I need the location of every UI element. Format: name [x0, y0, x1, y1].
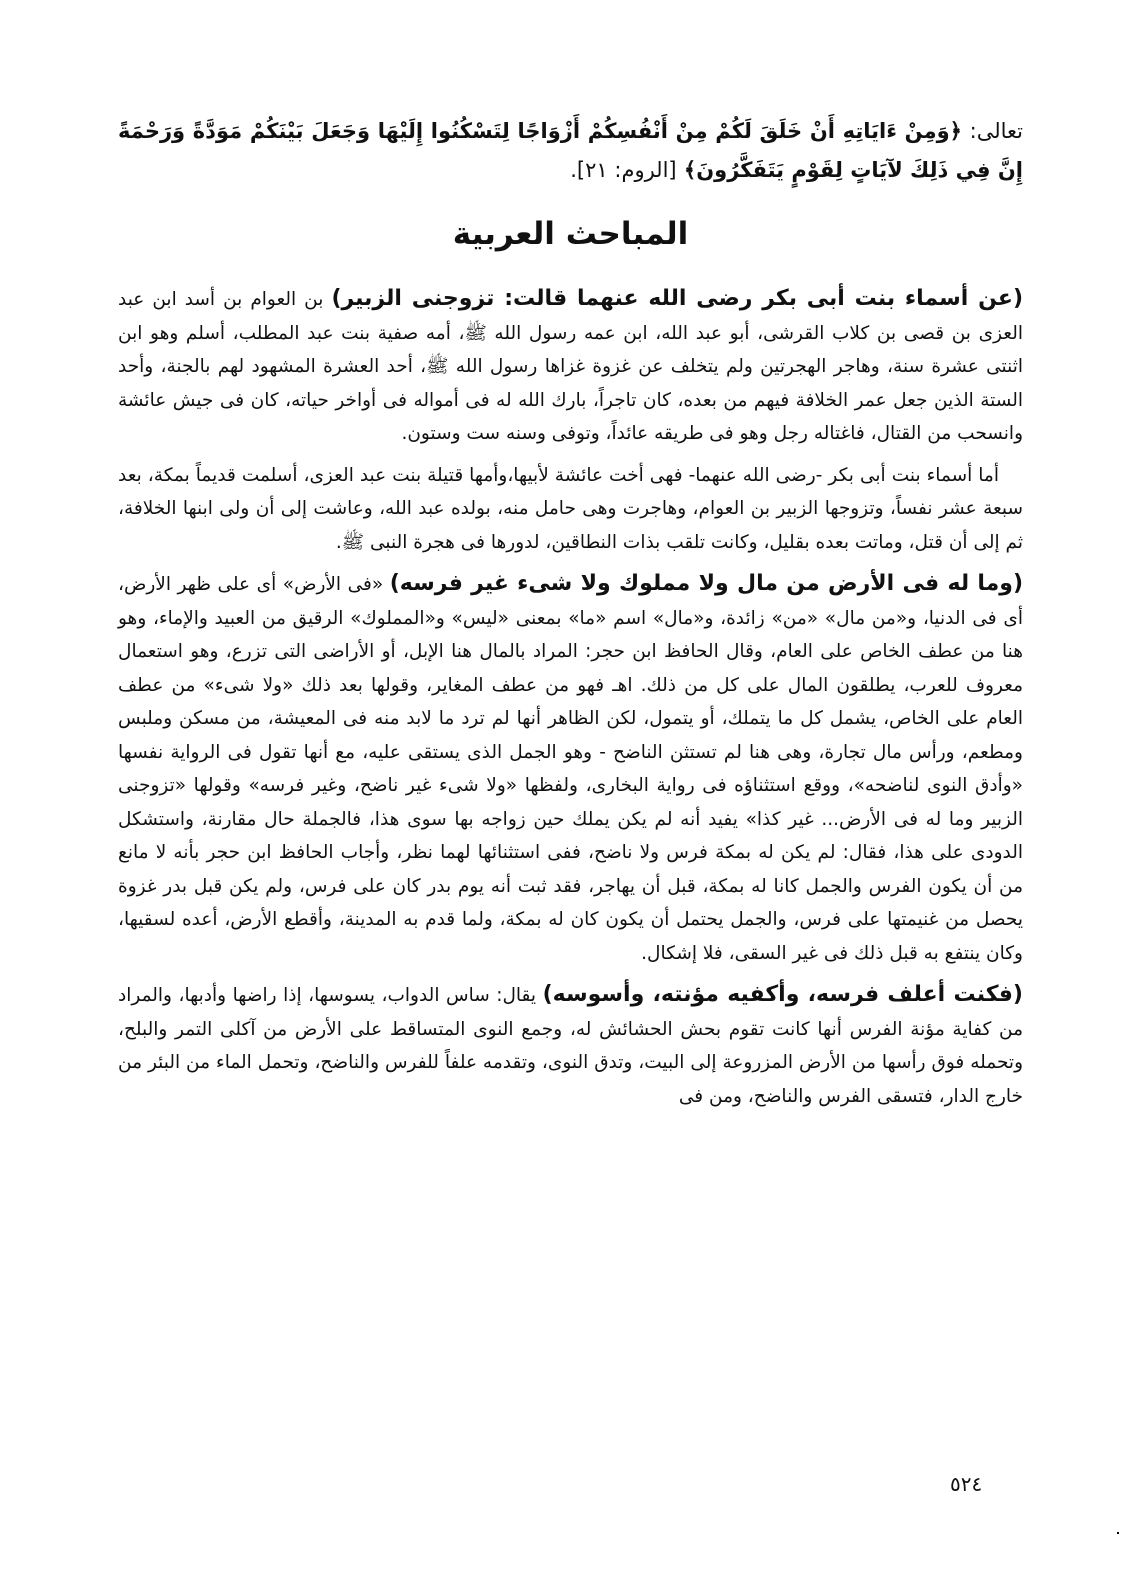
- paragraph-text: بن العوام بن أسد ابن عبد العزى بن قصى بن كلاب القرشى، أبو عبد الله، ابن عمه رسول الله ﷺ، أمه صفية بنت عبد المطلب، أسلم وهو ابن اثنتى عشرة سنة، وهاجر الهجرتين ولم يتخلف عن غزوة غزاها رسول الله ﷺ، أحد العشرة المشهود لهم بالجنة، وأحد الستة الذين جعل عمر الخلافة فيهم من بعده، كان تاجراً، بارك الله له فى أمواله فى أواخر حياته، كان فى جيش عائشة وانسحب من القتال، فاغتاله رجل وهو فى طريقه عائداً، وتوفى وسنه ست وستون.: [118, 289, 1023, 444]
- page-number: ٥٢٤: [950, 1472, 983, 1496]
- section-title: المباحث العربية: [452, 216, 689, 252]
- paragraph-horse: [118, 978, 1023, 1113]
- quran-verse: [118, 112, 1023, 190]
- paragraph-text: أما أسماء بنت أبى بكر -رضى الله عنهما- فهى أخت عائشة لأبيها،وأمها قتيلة بنت عبد العزى، أسلمت قديماً بمكة، بعد سبعة عشر نفساً، وتزوجها الزبير بن العوام، وهاجرت وهى حامل منه، بولده عبد الله، وعاشت إلى أن ولى ابنها الخلافة، ثم إلى أن قتل، وماتت بعده بقليل، وكانت تلقب بذات النطاقين، لدورها فى هجرة النبى ﷺ.: [118, 464, 1023, 553]
- scan-speck: [1117, 1532, 1119, 1534]
- paragraph-text: «فى الأرض» أى على ظهر الأرض، أى فى الدنيا، و«من مال» «من» زائدة، و«مال» اسم «ما» بمعنى «ليس» و«المملوك» الرقيق من العبيد والإماء، وهو هنا من عطف الخاص على العام، وقال الحافظ ابن حجر: المراد بالمال هنا الإبل، أو الأراضى التى تزرع، وهو استعمال معروف للعرب، يطلقون المال على كل من ذلك. اهـ فهو من عطف المغاير، وقولها بعد ذلك «ولا شىء» من عطف العام على الخاص، يشمل كل ما يتملك، أو يتمول، لكن الظاهر أنها لم ترد ما لابد منه فى المعيشة، من مسكن وملبس ومطعم، ورأس مال تجارة، وهى هنا لم تستثن الناضح - وهو الجمل الذى يستقى عليه، مع أنها تقول فى الرواية نفسها «وأدق النوى لناضحه»، ووقع استثناؤه فى رواية البخارى، ولفظها «ولا شىء غير ناضح، وغير فرسه» وقولها «تزوجنى الزبير وما له فى الأرض... غير كذا» يفيد أنه لم يكن يملك حين زواجه بها سوى هذا، فالجملة حال مقارنة، واستشكل الدودى على هذا، فقال: لم يكن له بمكة فرس ولا ناضح، ففى استثنائها لهما نظر، وأجاب الحافظ ابن حجر بأنه لا مانع من أن يكون الفرس والجمل كانا له بمكة، قبل أن يهاجر، فقد ثبت أنه يوم بدر كان على فرس، ولم يكن قبل بدر غزوة يحصل من غنيمتها على فرس، والجمل يحتمل أن يكون كان له بمكة، ولما قدم به المدينة، وأقطع الأرض، أعده لسقيها، وكان ينتفع به قبل ذلك فى غير السقى، فلا إشكال.: [118, 574, 1023, 964]
- verse-intro: تعالى:: [969, 119, 1024, 143]
- verse-reference: [الروم: ٢١].: [570, 158, 677, 182]
- paragraph-asma: [118, 459, 1023, 560]
- verse-text: ﴿وَمِنْ ءَايَاتِهِ أَنْ خَلَقَ لَكُمْ مِنْ أَنْفُسِكُمْ أَزْوَاجًا لِتَسْكُنُوا إِلَيْهَا وَجَعَلَ بَيْنَكُمْ مَوَدَّةً وَرَحْمَةً إِنَّ فِي ذَلِكَ لآيَاتٍ لِقَوْمٍ يَتَفَكَّرُونَ﴾: [118, 119, 1023, 182]
- paragraph-property: [118, 567, 1023, 970]
- document-page: [118, 112, 1023, 1121]
- paragraph-zubair: [118, 282, 1023, 451]
- paragraph-text: يقال: ساس الدواب، يسوسها، إذا راضها وأدبها، والمراد من كفاية مؤنة الفرس أنها كانت تقوم بحش الحشائش له، وجمع النوى المتساقط على الأرض من آكلى التمر والبلح، وتحمله فوق رأسها من الأرض المزروعة إلى البيت، وتدق النوى، وتقدمه علفاً للفرس والناضح، وتحمل الماء من البئر من خارج الدار، فتسقى الفرس والناضح، ومن فى: [118, 985, 1023, 1107]
- lemma-heading: (فكنت أعلف فرسه، وأكفيه مؤنته، وأسوسه): [542, 982, 1023, 1007]
- lemma-heading: (عن أسماء بنت أبى بكر رضى الله عنهما قالت: تزوجنى الزبير): [331, 286, 1024, 311]
- lemma-heading: (وما له فى الأرض من مال ولا مملوك ولا شىء غير فرسه): [389, 571, 1023, 596]
